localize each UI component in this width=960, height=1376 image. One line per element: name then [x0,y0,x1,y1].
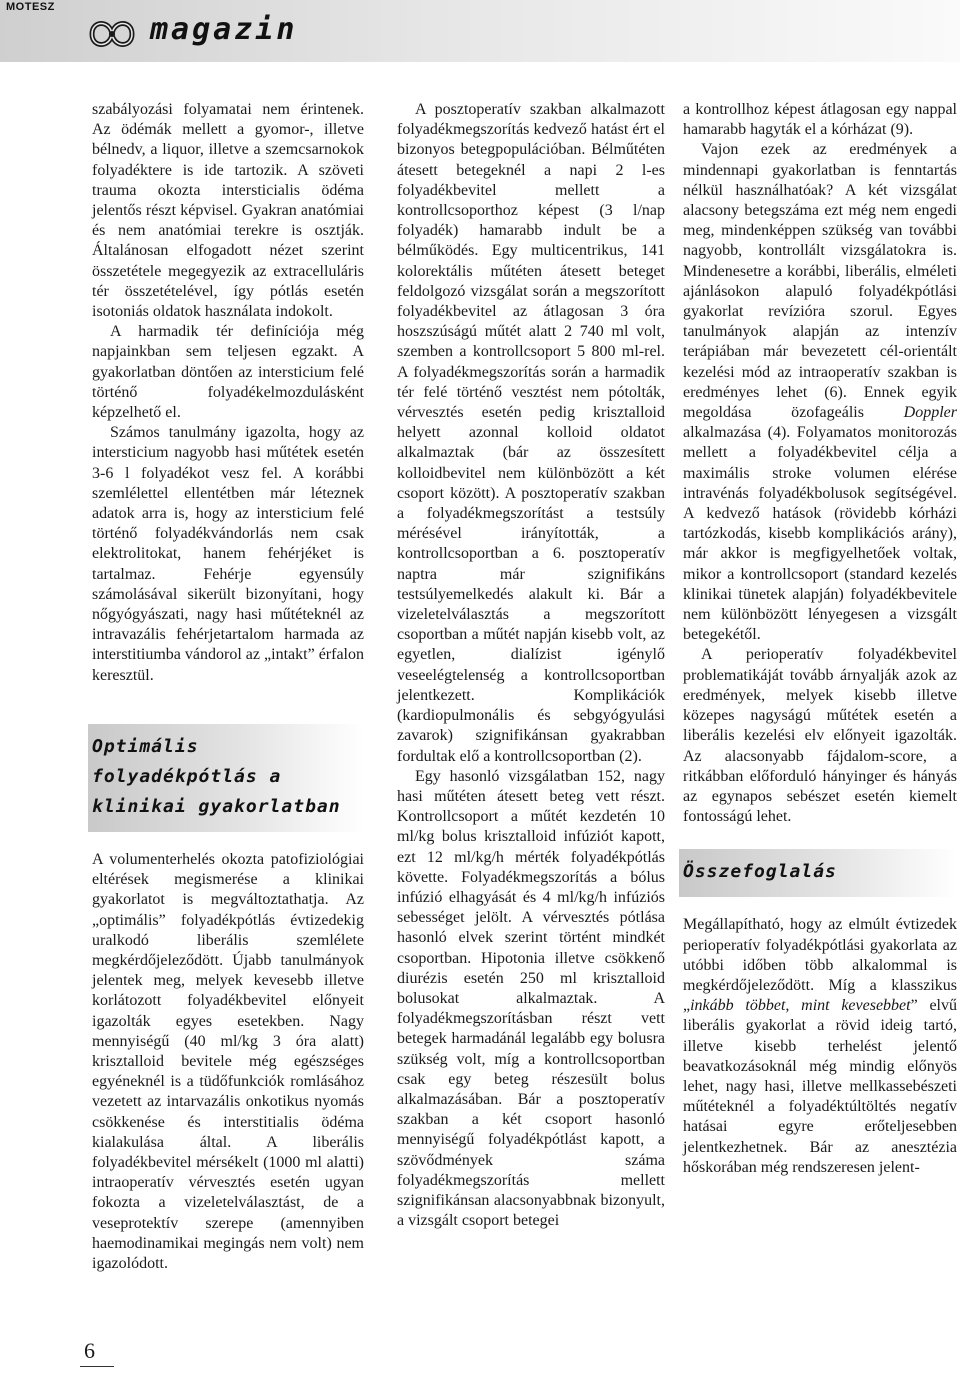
text-run: Vajon ezek az eredmények a mindennapi gyakorlatban is fenntartás nélkül használhatóak? A két vizsgálat alacsony betegszáma ezt még nem engedi meg, mindenképpen szükség van további nagyobb, kontrollált vizsgálatokra is. Mindenesetre a korábbi, liberális, elméleti ajánlásokon alapuló folyadékpótlási gyakorlat revízióra szorul. Egyes tanulmányok alapján az intenzív terápiában már bevezetett cél-orientált kezelési mód az intraoperatív szakban is eredményes lehet (6). Ennek egyik megoldása özofageális [683,141,957,422]
page-number-rule [80,1366,114,1367]
paragraph: Egy hasonló vizsgálatban 152, nagy hasi műtéten átesett beteg vett részt. Kontrollcsoport a műtét kezdetén 10 ml/kg bolus krisztalloid infúziót kapott, ezt 12 ml/kg/h mérték folyadékpótlás követte. Folyadékmegszorítás a bólus infúzió elhagyását és 4 ml/kg/h infúziós sebességet jelölt. A vérvesztés pótlása hasonló elvek szerint történt mindkét csoportban. Hipotonia illetve csökkenő diurézis esetén 250 ml krisztalloid bolusokat alkalmaztak. A folyadékmegszorításban részt vett betegek harmadánál legalább egy bolusra szükség volt, míg a kontrollcsoportban csak egy beteg részesült bolus alkalmazásában. Bár a posztoperatív szakban a két csoport hasonló mennyiségű folyadékpótlást kapott, a szövődmények száma folyadékmegszorítás mellett szignifikánsan alacsonyabbnak bizonyult, a vizsgált csoport betegei [397,767,665,1230]
text-run: Megállapítható, hogy az elmúlt évtizedek perioperatív folyadékpótlási gyakorlata az utóbbi időben több alkalommal is megkérdőjeleződött. Míg a klasszikus „ [683,916,957,1015]
paragraph: A posztoperatív szakban alkalmazott folyadékmegszorítás kedvező hatást ért el bizonyos betegpopulációban. Bélműtéten átesett betegeknél a napi 2 l-es folyadékbevitel mellett a kontrollcsoporthoz képest (3 l/nap folyadék) hamarabb indult be a bélműködés. Egy multicentrikus, 141 kolorektális műtéten átesett beteget feldolgozó vizsgálat során a megszorított folyadékbevitel az átlagosan 3 óra hoszszúságú műtét alatt 2 740 ml volt, szemben a kontrollcsoport 5 800 ml-rel. A folyadékmegszorítás során a harmadik tér felé történő vesztést nem pótolták, vérvesztés esetén pedig krisztalloid helyett azonnal kolloid oldatot alkalmaztak (bár az összesített kolloidbevitel nem különbözött a két csoport között). A posztoperatív szakban a folyadékmegszorítást a testsúly mérésével irányították, a kontrollcsoportban a 6. posztoperatív naptra már szignifikáns testsúlyemelkedés alakult ki. Bár a vizeletelválasztás a megszorított csoportban a műtét napján kisebb volt, az egyetlen, dialízist igénylő veseelégtelenség a kontrollcsoportban jelentkezett. Komplikációk (kardiopulmonális és sebgyógyulási zavarok) szignifikánsan gyakrabban fordultak elő a kontrollcsoportban (2). [397,101,665,765]
section-heading: Optimális folyadékpótlás a klinikai gyakorlatban [88,724,364,832]
page-number: 6 [84,1338,95,1363]
paragraph: A perioperatív folyadékbevitel problematikáját tovább árnyalják azok az eredmények, melyek kisebb illetve közepes nagyságú műtétek esetén a liberális kezelési elv előnyeit igazolták. Az alacsonyabb fájdalom-score, a ritkábban előforduló hányinger és hányás az egynapos sebészet esetén kiemelt fontosságú lehet. [683,646,957,826]
magazine-title: magazin [150,12,298,47]
text-run: ” elvű liberális gyakorlat a rövid ideig tartó, illetve kisebb terhelést jelentő beavatkozásoknál még mindig előnyös lehet, nagy hasi, illetve mellkassebészeti műtéteknél a folyadéktúltöltés negatív hatásai egyre erőteljesebben jelentkezhetnek. Bár az anesztézia hőskorában még rendszeresen jelent- [683,997,957,1176]
paragraph [683,140,957,645]
italic-term: Doppler [903,404,957,422]
paragraph: Számos tanulmány igazolta, hogy az intersticium nagyobb hasi műtétek esetén 3-6 l folyadékot vesz fel. A korábbi szemlélettel ellentétben már léteznek adatok arra is, hogy az intersticium felé történő folyadékvándorlás nem csak elektrolitokat, hanem fehérjéket is tartalmaz. Fehérje egyensúly számolásával sikerült bizonyítani, hogy nőgyógyászati, nagy hasi műtéteknél az intravazális fehérjetartalom harmada az interstitiumba vándorol az „intakt” érfalon keresztül. [92,424,364,684]
section-heading: Összefoglalás [679,849,957,897]
celtic-knot-logo-icon [88,14,136,54]
italic-quote: inkább többet, mint kevesebbet [690,997,911,1015]
column-3 [683,100,957,1178]
text-run: alkalmazása (4). Folyamatos monitorozás mellett a folyadékbevitel célja a maximális stroke volumen elérése intravénás folyadékbolusok segítségével. A kedvező hatások (rövidebb kórházi tartózkodás, kisebb komplikációs arány), már akkor is megfigyelhetőek voltak, mikor a kontrollcsoport (standard kezelés klinikai tünetek alapján) folyadékbevitele nem különbözött lényegesen a vizsgált betegekétől. [683,424,957,644]
brand-label: MOTESZ [6,1,55,13]
magazine-header-bar [0,0,960,62]
paragraph [683,915,957,1178]
paragraph: a kontrollhoz képest átlagosan egy nappal hamarabb hagyták el a kórházat (9). [683,101,957,139]
paragraph: szabályozási folyamatai nem érintenek. Az ödémák mellett a gyomor-, illetve bélnedv, a liquor, illetve a szemcsarnokok folyadékterе is ide tartozik. A szöveti trauma okozta intersticialis ödéma jelentős részt képvisel. Gyakran anatómiai és nem anatómiai terekre is osztják. Általánosan elfogadott nézet szerint összetétele megegyezik az extracelluláris tér összetételével, így pótlás esetén isotoniás oldatok használata indokolt. [92,101,364,321]
column-2 [397,100,665,1231]
paragraph: A volumenterhelés okozta patofiziológiai eltérések megismerése a klinikai gyakorlatot is megváltoztathatja. Az „optimális” folyadékpótlás évtizedekig uralkodó liberális szemlélete megkérdőjeleződött. Újabb tanulmányok jelentek meg, melyek kevesebb illetve korlátozott folyadékbevitel előnyeit igazolták egyes esetekben. Nagy mennyiségű (40 ml/kg 3 óra alatt) krisztalloid bevitele még egészséges egyéneknél is a tüdőfunkciók romlásához vezetett az intarvazális onkotikus nyomás csökkenése és interstitialis ödéma kialakulása által. A liberális folyadékbevitel mérsékelt (1000 ml alatti) intraoperatív vérvesztés esetén ugyan fokozta a vizeletelválasztást, de a veseprotektív szerepe (amennyiben haemodinamikai megingás nem volt) nem igazolódott. [92,850,364,1272]
paragraph: A harmadik tér definíciója még napjainkban sem teljesen egzakt. A gyakorlatban döntően az intersticium felé történő folyadékelmozdulásként képzelhető el. [92,323,364,422]
column-1 [92,100,364,1274]
